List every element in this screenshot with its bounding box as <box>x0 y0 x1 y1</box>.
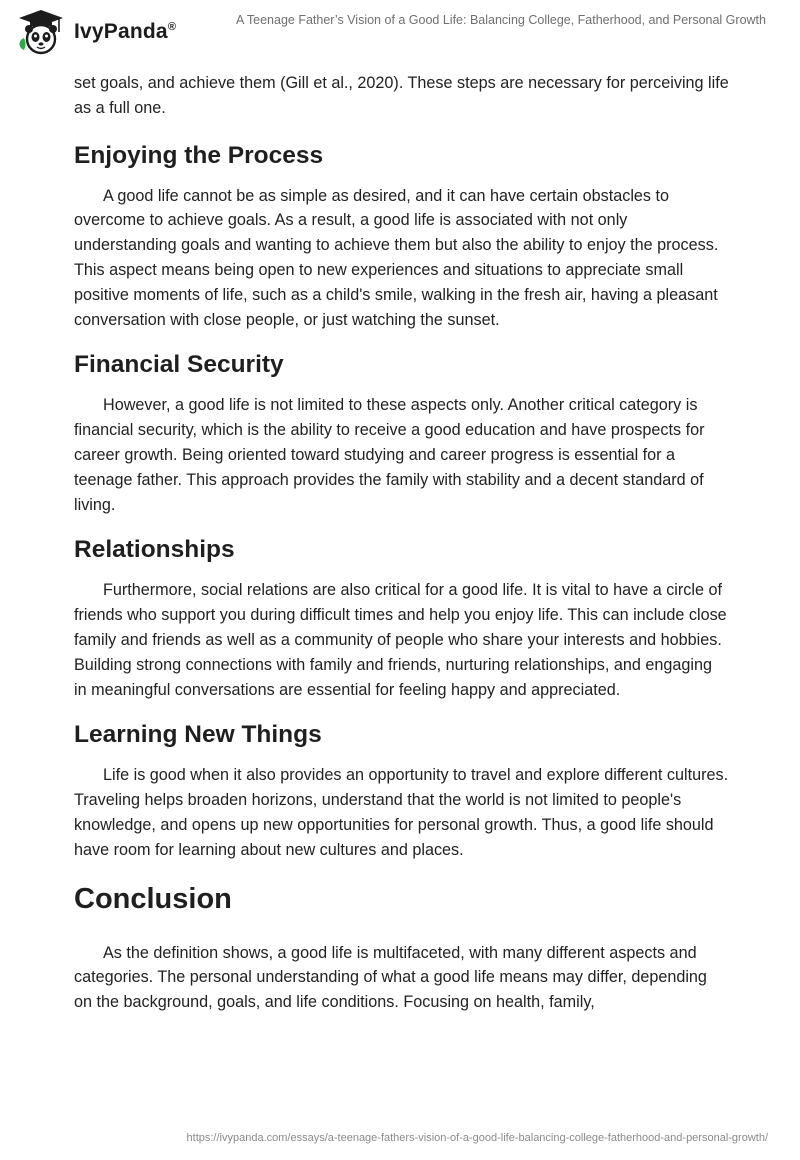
essay-body <box>74 71 729 1015</box>
source-url-link[interactable]: https://ivypanda.com/essays/a-teenage-fathers-vision-of-a-good-life-balancing-college-fatherhood-and-personal-growth/ <box>186 1132 768 1144</box>
heading-enjoying-the-process: Enjoying the Process <box>74 141 324 169</box>
heading-financial-security: Financial Security <box>74 351 284 379</box>
heading-conclusion: Conclusion <box>74 882 232 915</box>
paragraph-relationships: Furthermore, social relations are also critical for a good life. It is vital to have a circle of friends who support you during difficult times and help you enjoy life. This can include close family and friends as well as a community of people who share your interests and hobbies. Building strong connections with family and friends, nurturing relationships, and engaging in meaningful conversations are essential for feeling happy and appreciated. <box>74 581 727 699</box>
paragraph-financial-security: However, a good life is not limited to these aspects only. Another critical category is financial security, which is the ability to receive a good education and have prospects for career growth. Being oriented toward studying and career progress is essential for a teenage father. This approach provides the family with stability and a decent standard of living. <box>74 396 705 514</box>
heading-learning-new-things: Learning New Things <box>74 721 322 749</box>
ivypanda-logo[interactable] <box>16 8 176 56</box>
registered-mark: ® <box>167 21 177 33</box>
page-header <box>0 0 800 60</box>
panda-graduate-icon <box>16 8 66 56</box>
paragraph-learning-new-things: Life is good when it also provides an opportunity to travel and explore different cultures. Traveling helps broaden horizons, understand that the world is not limited to people's knowledge, and opens up new opportunities for personal growth. Thus, a good life should have room for learning about new cultures and places. <box>74 766 729 859</box>
brand-name: IvyPanda® <box>74 20 177 43</box>
document-title: A Teenage Father’s Vision of a Good Life: Balancing College, Fatherhood, and Personal Growth <box>236 13 766 27</box>
paragraph-enjoying-the-process: A good life cannot be as simple as desired, and it can have certain obstacles to overcome to achieve goals. As a result, a good life is associated with not only understanding goals and wanting to achieve them but also the ability to enjoy the process. This aspect means being open to new experiences and situations to appreciate small positive moments of life, such as a child's smile, walking in the fresh air, having a pleasant conversation with close people, or just watching the sunset. <box>74 186 719 329</box>
paragraph-conclusion: As the definition shows, a good life is multifaceted, with many different aspects and categories. The personal understanding of what a good life means may differ, depending on the background, goals, and life conditions. Focusing on health, family, <box>74 943 707 1012</box>
intro-paragraph: set goals, and achieve them (Gill et al., 2020). These steps are necessary for perceiving life as a full one. <box>74 74 729 117</box>
heading-relationships: Relationships <box>74 536 235 564</box>
